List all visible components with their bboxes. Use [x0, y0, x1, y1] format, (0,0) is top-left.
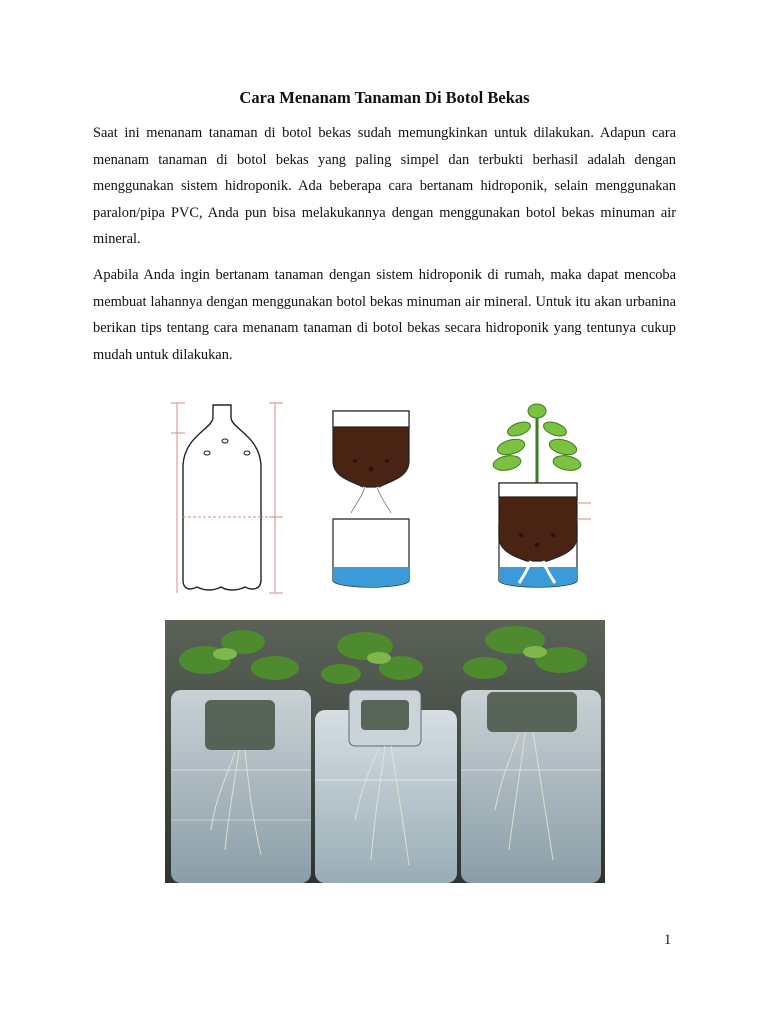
bottle-assembled-with-plant	[492, 404, 591, 587]
bottle-right	[461, 690, 601, 883]
page-number: 1	[664, 932, 672, 948]
bottle-parts-separated	[333, 411, 409, 587]
paragraph-2: Apabila Anda ingin bertanam tanaman dengan sistem hidroponik di rumah, maka dapat mencoba membuat lahannya dengan menggunakan botol bekas minuman air mineral. Untuk itu akan urbanina berikan tips tentang cara menanam tanaman di botol bekas secara hidroponik yang tentunya cukup mudah untuk dilakukan.	[93, 267, 676, 363]
bottle-hydroponic-diagram	[165, 395, 605, 605]
document-title: Cara Menanam Tanaman Di Botol Bekas	[239, 88, 530, 107]
bottle-outline	[183, 405, 261, 590]
paragraph-1: Saat ini menanam tanaman di botol bekas sudah memungkinkan untuk dilakukan. Adapun cara menanam tanaman di botol bekas yang paling simpel dan terbukti berhasil adalah dengan menggunakan sistem hidroponik. Ada beberapa cara bertanam hidroponik, selain menggunakan paralon/pipa PVC, Anda pun bisa melakukannya dengan menggunakan botol bekas minuman air mineral.	[93, 125, 676, 247]
bottle-middle	[315, 690, 457, 883]
hydroponic-bottles-photo	[165, 620, 605, 883]
bottle-left	[171, 690, 311, 883]
